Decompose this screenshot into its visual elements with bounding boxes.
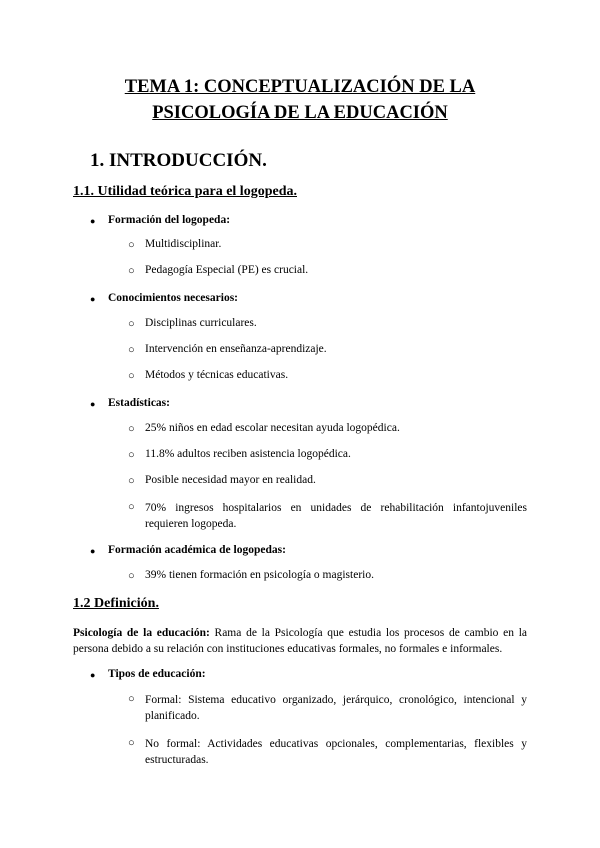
sub-bullet-marker: ○ (128, 318, 135, 330)
document-title-line-1: TEMA 1: CONCEPTUALIZACIÓN DE LA (124, 77, 476, 97)
sub-bullet-marker: ○ (128, 344, 135, 356)
bullet-label: Formación del logopeda: (108, 214, 231, 226)
list-item: 39% tienen formación en psicología o magisterio. (145, 569, 374, 581)
sub-bullet-marker: ○ (128, 239, 135, 251)
bullet-label: Estadísticas: (108, 397, 170, 409)
sub-bullet-marker: ○ (128, 423, 135, 435)
bullet-marker: ● (90, 670, 96, 680)
subsection-heading-definicion: 1.2 Definición. (73, 596, 159, 611)
bullet-marker: ● (90, 294, 96, 304)
sub-bullet-marker: ○ (128, 693, 135, 705)
list-item: Pedagogía Especial (PE) es crucial. (145, 264, 309, 276)
list-item: No formal: Actividades educativas opcionales, complementarias, flexibles y estructuradas. (145, 738, 527, 766)
sub-bullet-marker: ○ (128, 370, 135, 382)
sub-bullet-marker: ○ (128, 475, 135, 487)
list-item: 25% niños en edad escolar necesitan ayuda logopédica. (145, 422, 400, 434)
document-title-line-2: PSICOLOGÍA DE LA EDUCACIÓN (152, 103, 448, 123)
list-item: Posible necesidad mayor en realidad. (145, 474, 316, 486)
sub-bullet-marker: ○ (128, 449, 135, 461)
section-heading-introduccion: 1. INTRODUCCIÓN. (90, 150, 267, 171)
sub-bullet-marker: ○ (128, 501, 135, 513)
bullet-marker: ● (90, 399, 96, 409)
list-item: Multidisciplinar. (145, 238, 222, 250)
list-item: Disciplinas curriculares. (145, 317, 257, 329)
bullet-label: Formación académica de logopedas: (108, 544, 286, 556)
definition-paragraph (73, 625, 527, 657)
bullet-marker: ● (90, 546, 96, 556)
bullet-label: Tipos de educación: (108, 668, 206, 680)
list-item: Métodos y técnicas educativas. (145, 369, 289, 381)
subsection-heading-utilidad: 1.1. Utilidad teórica para el logopeda. (73, 184, 297, 199)
bullet-label: Conocimientos necesarios: (108, 292, 238, 304)
bullet-marker: ● (90, 216, 96, 226)
definition-term: Psicología de la educación: (73, 627, 210, 639)
sub-bullet-marker: ○ (128, 737, 135, 749)
list-item: 70% ingresos hospitalarios en unidades de rehabilitación infantojuveniles requieren logopeda. (145, 502, 527, 530)
list-item: 11.8% adultos reciben asistencia logopédica. (145, 448, 351, 460)
sub-bullet-marker: ○ (128, 570, 135, 582)
definition-text: Rama de la Psicología que estudia los procesos de cambio en la persona debido a su relación con instituciones educativas formales, no formales e informales. (73, 627, 527, 655)
list-item: Formal: Sistema educativo organizado, jerárquico, cronológico, intencional y planificado. (145, 694, 527, 722)
list-item: Intervención en enseñanza-aprendizaje. (145, 343, 327, 355)
sub-bullet-marker: ○ (128, 265, 135, 277)
